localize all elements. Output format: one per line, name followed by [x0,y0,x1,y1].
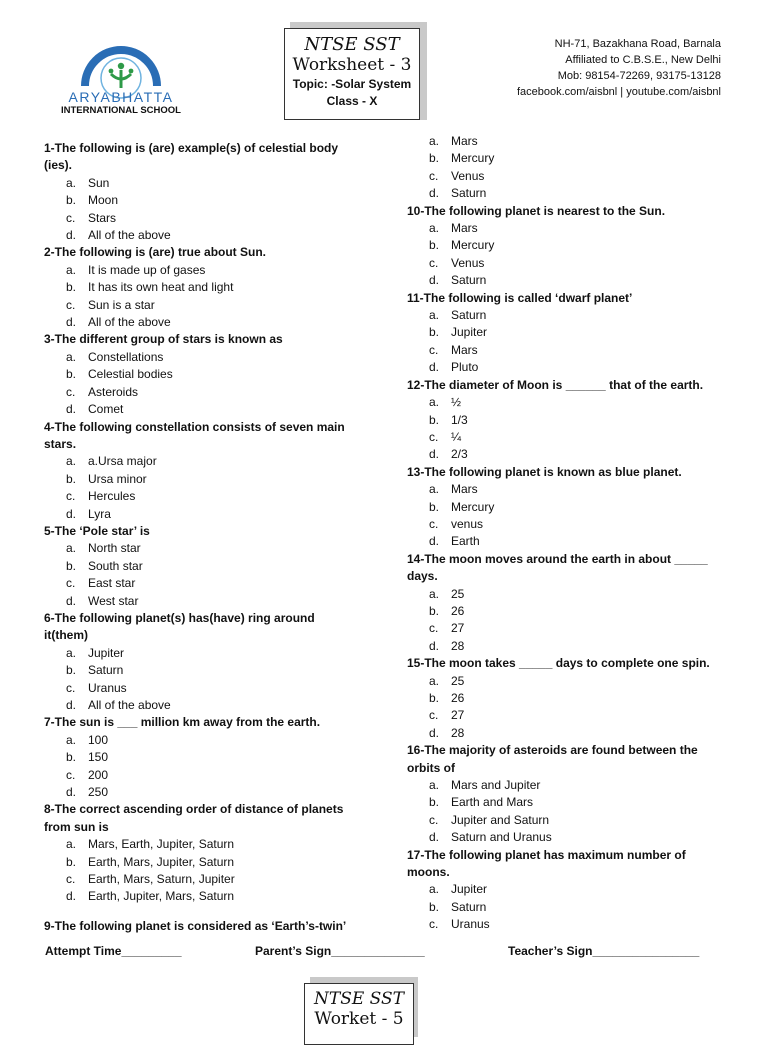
option-item [44,732,354,749]
option-text: All of the above [88,315,171,330]
option-item [407,342,727,359]
option-text: Mars [451,221,478,236]
option-text: Mercury [451,151,495,166]
question-text: 15-The moon takes _____ days to complete one spin. [407,656,710,671]
option-item [44,401,354,418]
option-text: Earth [451,534,480,549]
option-text: 2/3 [451,447,468,462]
option-item [407,220,727,237]
teacher-sign-field: Teacher’s Sign________________ [508,944,700,958]
option-text: Saturn [88,663,124,678]
option-item [44,262,354,279]
question-block [407,655,727,742]
option-letter: d. [66,889,77,904]
option-item [44,279,354,296]
option-text: Venus [451,168,485,183]
option-item [407,359,727,376]
option-item [44,784,354,801]
question-text: 6-The following planet(s) has(have) ring around it(them) [44,610,315,643]
question-text: 3-The different group of stars is known as [44,332,283,347]
option-letter: b. [429,325,440,340]
option-text: Venus [451,255,485,270]
question-text: 9-The following planet is considered as ‘Earth’s-twin’ [44,918,347,933]
option-letter: d. [66,402,77,417]
option-item [407,899,727,916]
option-text: Jupiter [88,645,125,660]
option-letter: c. [66,872,76,887]
logo-subtitle: INTERNATIONAL SCHOOL [61,105,181,116]
option-item [44,593,354,610]
option-letter: c. [66,576,76,591]
option-letter: d. [66,228,77,243]
option-letter: d. [429,725,440,740]
option-item [44,175,354,192]
next-worksheet-title-box [304,983,414,1045]
option-text: 28 [451,638,465,653]
option-text: Constellations [88,349,164,364]
option-letter: b. [66,193,77,208]
option-item [44,540,354,557]
question-block [407,742,727,846]
option-text: Lyra [88,506,111,521]
question-block [44,140,354,244]
option-item [44,662,354,679]
question-block [44,610,354,714]
option-text: ¼ [451,429,462,444]
parent-sign-field: Parent’s Sign______________ [255,944,425,958]
option-text: 26 [451,691,465,705]
option-item [44,471,354,488]
option-item [407,916,727,933]
next-subject-title: NTSE SST [313,989,404,1009]
option-letter: b. [66,558,77,573]
option-text: Uranus [88,680,127,695]
question-block [44,801,354,917]
option-letter: a. [66,837,77,852]
next-page [0,975,768,1029]
option-item [407,707,727,724]
option-item [44,210,354,227]
option-list [407,133,727,203]
option-text: 250 [88,785,109,800]
option-letter: b. [66,280,77,295]
option-letter: c. [66,297,76,312]
option-letter: c. [66,680,76,695]
option-letter: d. [429,360,440,375]
question-block [44,714,354,801]
option-text: venus [451,516,484,531]
option-item [44,645,354,662]
worksheet-title-box [284,28,420,120]
option-text: 100 [88,732,109,747]
option-letter: c. [429,168,439,183]
option-text: East star [88,576,136,591]
option-text: 1/3 [451,412,468,427]
social-line: facebook.com/aisbnl | youtube.com/aisbnl [516,86,721,98]
option-text: Jupiter [451,325,488,340]
logo-name: ARYABHATTA [68,89,174,105]
option-letter: a. [66,349,77,364]
question-block [407,464,727,551]
option-text: Asteroids [88,384,139,399]
option-item [407,255,727,272]
option-text: Earth and Mars [451,795,534,810]
option-text: Saturn [451,273,487,288]
option-text: Saturn and Uranus [451,830,552,845]
option-text: Comet [88,402,124,417]
option-item [44,888,354,905]
option-letter: c. [66,489,76,504]
option-item [44,349,354,366]
option-letter: a. [429,482,440,497]
option-text: Mercury [451,238,495,253]
option-text: 150 [88,750,109,765]
option-letter: a. [66,175,77,190]
question-text: 2-The following is (are) true about Sun. [44,245,267,260]
school-logo [55,44,195,116]
option-text: All of the above [88,698,171,712]
option-item [407,533,727,550]
question-block [407,290,727,377]
school-address [517,36,721,100]
option-item [44,836,354,853]
worksheet-number: Worksheet - 3 [292,55,412,75]
option-text: Hercules [88,489,136,504]
option-item [407,603,727,620]
option-text: Mars, Earth, Jupiter, Saturn [88,837,235,852]
option-text: 200 [88,767,109,782]
option-item [407,812,727,829]
option-text: Jupiter and Saturn [451,812,550,827]
option-item [407,150,727,167]
option-item [407,881,727,898]
option-item [407,829,727,846]
topic-label: Topic: -Solar System [292,77,412,91]
option-letter: b. [429,499,440,514]
option-letter: a. [429,221,440,236]
option-list [44,175,354,245]
option-list [407,673,727,743]
option-text: Jupiter [451,882,488,897]
option-letter: a. [66,732,77,747]
option-letter: d. [429,447,440,462]
option-letter: c. [429,708,439,723]
option-letter: b. [66,471,77,486]
option-text: It is made up of gases [88,262,206,277]
option-item [407,429,727,446]
option-letter: d. [66,593,77,608]
option-item [44,227,354,244]
option-text: It has its own heat and light [88,280,234,295]
option-list [407,481,727,551]
question-block [407,203,727,290]
option-letter: b. [429,603,440,618]
subject-title: NTSE SST [304,34,400,55]
option-text: Mars [451,482,478,497]
option-letter: c. [66,210,76,225]
question-text: 13-The following planet is known as blue planet. [407,464,682,479]
question-text: 10-The following planet is nearest to the Sun. [407,203,666,218]
option-text: 25 [451,586,465,601]
option-text: Mars [451,134,478,148]
option-item [44,488,354,505]
option-text: Earth, Mars, Jupiter, Saturn [88,854,235,869]
option-item [44,697,354,714]
option-item [44,384,354,401]
mobile-line: Mob: 98154-72269, 93175-13128 [557,70,721,82]
option-text: All of the above [88,228,171,243]
option-list [44,836,354,906]
class-label: Class - X [326,94,378,108]
option-item [407,307,727,324]
option-letter: d. [429,830,440,845]
option-item [407,516,727,533]
option-item [44,767,354,784]
option-list [44,262,354,332]
option-item [407,690,727,707]
right-question-column [407,133,727,934]
option-item [407,394,727,411]
option-letter: a. [66,262,77,277]
option-text: North star [88,541,141,556]
option-text: 27 [451,621,465,636]
option-item [407,324,727,341]
question-text: 1-The following is (are) example(s) of celestial body (ies). [44,141,339,173]
question-text: 14-The moon moves around the earth in about _____ days. [407,551,708,584]
option-letter: a. [429,395,440,410]
option-letter: b. [66,854,77,869]
option-text: 26 [451,603,465,618]
option-text: Earth, Jupiter, Mars, Saturn [88,889,235,904]
option-text: West star [88,593,139,608]
option-text: Saturn [451,308,487,323]
option-letter: c. [429,516,439,531]
option-letter: c. [429,429,439,444]
option-list [407,220,727,290]
option-letter: d. [66,506,77,521]
option-letter: d. [429,273,440,288]
option-letter: c. [429,255,439,270]
question-text: 8-The correct ascending order of distance of planets from sun is [44,802,344,834]
option-text: Celestial bodies [88,367,173,382]
question-text: 11-The following is called ‘dwarf planet’ [407,290,633,305]
option-letter: c. [66,384,76,399]
option-item [407,446,727,463]
left-question-column [44,140,354,935]
option-list [44,453,354,523]
option-text: Saturn [451,186,487,201]
option-text: Saturn [451,899,487,914]
option-item [407,185,727,202]
option-item [407,620,727,637]
next-worksheet-number: Worket - 5 [314,1009,404,1029]
attempt-time-field: Attempt Time_________ [45,944,182,958]
option-item [407,481,727,498]
option-item [407,777,727,794]
option-item [44,506,354,523]
option-text: 28 [451,725,465,740]
option-letter: a. [429,308,440,323]
option-letter: b. [429,691,440,705]
option-item [407,673,727,690]
option-list [407,881,727,933]
question-block [407,377,727,464]
affiliation-line: Affiliated to C.B.S.E., New Delhi [565,54,721,66]
question-block [407,551,727,655]
option-text: Uranus [451,917,490,932]
address-line: NH-71, Bazakhana Road, Barnala [554,38,721,50]
option-text: Mars [451,342,478,357]
option-list [44,645,354,715]
option-text: Moon [88,193,119,208]
option-letter: a. [429,882,440,897]
question-block [407,133,727,203]
option-letter: a. [429,586,440,601]
question-text: 17-The following planet has maximum number of moons. [407,847,686,880]
option-text: Ursa minor [88,471,147,486]
option-item [407,412,727,429]
option-item [407,638,727,655]
option-text: Earth, Mars, Saturn, Jupiter [88,872,235,887]
option-item [407,133,727,150]
option-letter: a. [429,778,440,793]
option-letter: d. [66,785,77,800]
option-item [44,575,354,592]
option-text: 25 [451,673,465,688]
option-letter: d. [429,638,440,653]
option-letter: b. [429,412,440,427]
option-text: Mercury [451,499,495,514]
option-item [407,794,727,811]
option-letter: c. [66,767,76,782]
option-letter: d. [66,315,77,330]
option-text: Mars and Jupiter [451,778,541,793]
option-item [44,871,354,888]
option-text: Sun [88,175,110,190]
question-block [44,419,354,523]
option-item [44,192,354,209]
option-text: a.Ursa major [88,454,157,469]
option-letter: a. [429,673,440,688]
option-letter: b. [429,899,440,914]
option-text: South star [88,558,143,573]
question-block [44,244,354,331]
option-list [407,586,727,656]
option-text: ½ [451,395,462,410]
option-letter: c. [429,621,439,636]
option-item [44,749,354,766]
question-block [44,918,354,935]
option-item [407,586,727,603]
option-item [407,725,727,742]
question-text: 16-The majority of asteroids are found between the orbits of [407,743,698,775]
option-letter: a. [66,454,77,469]
option-letter: b. [66,367,77,382]
option-letter: b. [429,151,440,166]
option-item [44,366,354,383]
option-list [407,777,727,847]
option-letter: b. [66,663,77,678]
option-list [407,307,727,377]
option-list [44,732,354,802]
question-text: 12-The diameter of Moon is ______ that of the earth. [407,377,704,392]
option-text: Stars [88,210,117,225]
option-text: Sun is a star [88,297,155,312]
option-letter: d. [429,186,440,201]
question-block [407,847,727,934]
option-letter: b. [429,795,440,810]
option-letter: c. [429,812,439,827]
option-item [407,272,727,289]
option-item [407,168,727,185]
option-item [407,499,727,516]
option-item [44,297,354,314]
option-list [407,394,727,464]
option-item [44,854,354,871]
question-block [44,523,354,610]
option-list [44,349,354,419]
option-letter: d. [66,698,77,712]
option-letter: a. [429,134,440,148]
option-text: Pluto [451,360,479,375]
option-letter: a. [66,541,77,556]
question-text: 7-The sun is ___ million km away from the earth. [44,715,321,730]
question-text: 4-The following constellation consists of seven main stars. [44,419,345,451]
question-text: 5-The ‘Pole star’ is [44,523,150,538]
spacer [44,906,354,918]
option-letter: b. [429,238,440,253]
option-item [44,314,354,331]
option-letter: d. [429,534,440,549]
option-list [44,540,354,610]
option-item [44,453,354,470]
option-text: 27 [451,708,465,723]
option-item [44,558,354,575]
option-letter: a. [66,645,77,660]
option-letter: c. [429,342,439,357]
question-block [44,331,354,418]
option-item [407,237,727,254]
option-letter: b. [66,750,77,765]
option-letter: c. [429,917,439,932]
option-item [44,680,354,697]
